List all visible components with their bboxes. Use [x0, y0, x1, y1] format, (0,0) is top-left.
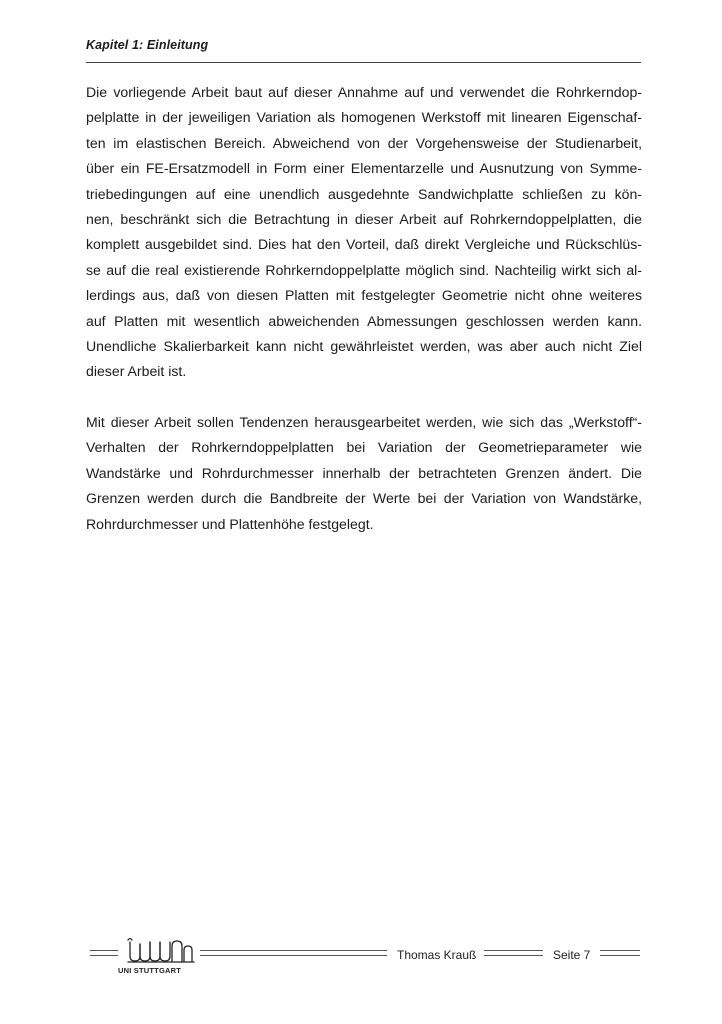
paragraph-1-line: auf Platten mit wesentlich abweichenden Abmessungen geschlossen werden kann.: [86, 312, 642, 329]
footer-rule-right: [484, 950, 543, 956]
footer-rule-left: [90, 950, 118, 956]
footer-rule-middle: [200, 950, 387, 956]
paragraph-1-line: lerdings aus, daß von diesen Platten mit festgelegter Geometrie nicht ohne weiteres: [86, 287, 642, 304]
paragraph-1-line: nen, beschränkt sich die Betrachtung in dieser Arbeit auf Rohrkerndoppelplatten, die: [86, 211, 642, 228]
paragraph-2: [86, 410, 642, 537]
logo-caption: UNI STUTTGART: [118, 966, 182, 975]
university-logo-icon: [126, 936, 196, 964]
paragraph-1: [86, 80, 642, 385]
header-rule: [86, 62, 641, 63]
page-footer: [0, 930, 722, 990]
paragraph-1-line: Unendliche Skalierbarkeit kann nicht gewährleistet werden, was aber auch nicht Ziel: [86, 338, 642, 355]
paragraph-1-line: triebedingungen auf eine unendlich ausgedehnte Sandwichplatte schließen zu kön-: [86, 185, 642, 202]
body-text: [86, 80, 642, 537]
footer-rule-end: [600, 950, 640, 956]
paragraph-2-line: Rohrdurchmesser und Plattenhöhe festgelegt.: [86, 515, 374, 532]
footer-author: Thomas Krauß: [397, 948, 477, 962]
paragraph-1-line: über ein FE-Ersatzmodell in Form einer Elementarzelle und Ausnutzung von Symme-: [86, 160, 642, 177]
paragraph-1-line: komplett ausgebildet sind. Dies hat den Vorteil, daß direkt Vergleiche und Rückschlüs-: [86, 236, 642, 253]
paragraph-1-line: dieser Arbeit ist.: [86, 363, 187, 380]
paragraph-2-line: Verhalten der Rohrkerndoppelplatten bei Variation der Geometrieparameter wie: [86, 439, 642, 456]
page-number: Seite 7: [553, 948, 591, 962]
paragraph-1-line: pelplatte in der jeweiligen Variation als homogenen Werkstoff mit linearen Eigenschaf-: [86, 109, 642, 126]
chapter-title: Kapitel 1: Einleitung: [86, 38, 209, 52]
paragraph-2-line: Grenzen werden durch die Bandbreite der Werte bei der Variation von Wandstärke,: [86, 490, 642, 507]
paragraph-1-line: ten im elastischen Bereich. Abweichend von der Vorgehensweise der Studienarbeit,: [86, 134, 642, 151]
paragraph-1-line: Die vorliegende Arbeit baut auf dieser Annahme auf und verwendet die Rohrkerndop-: [86, 84, 642, 100]
paragraph-2-line: Mit dieser Arbeit sollen Tendenzen herausgearbeitet werden, wie sich das „Werkstoff“-: [86, 413, 642, 430]
paragraph-1-line: se auf die real existierende Rohrkerndoppelplatte möglich sind. Nachteilig wirkt sich al-: [86, 261, 642, 278]
paragraph-2-line: Wandstärke und Rohrdurchmesser innerhalb der betrachteten Grenzen ändert. Die: [86, 464, 642, 481]
